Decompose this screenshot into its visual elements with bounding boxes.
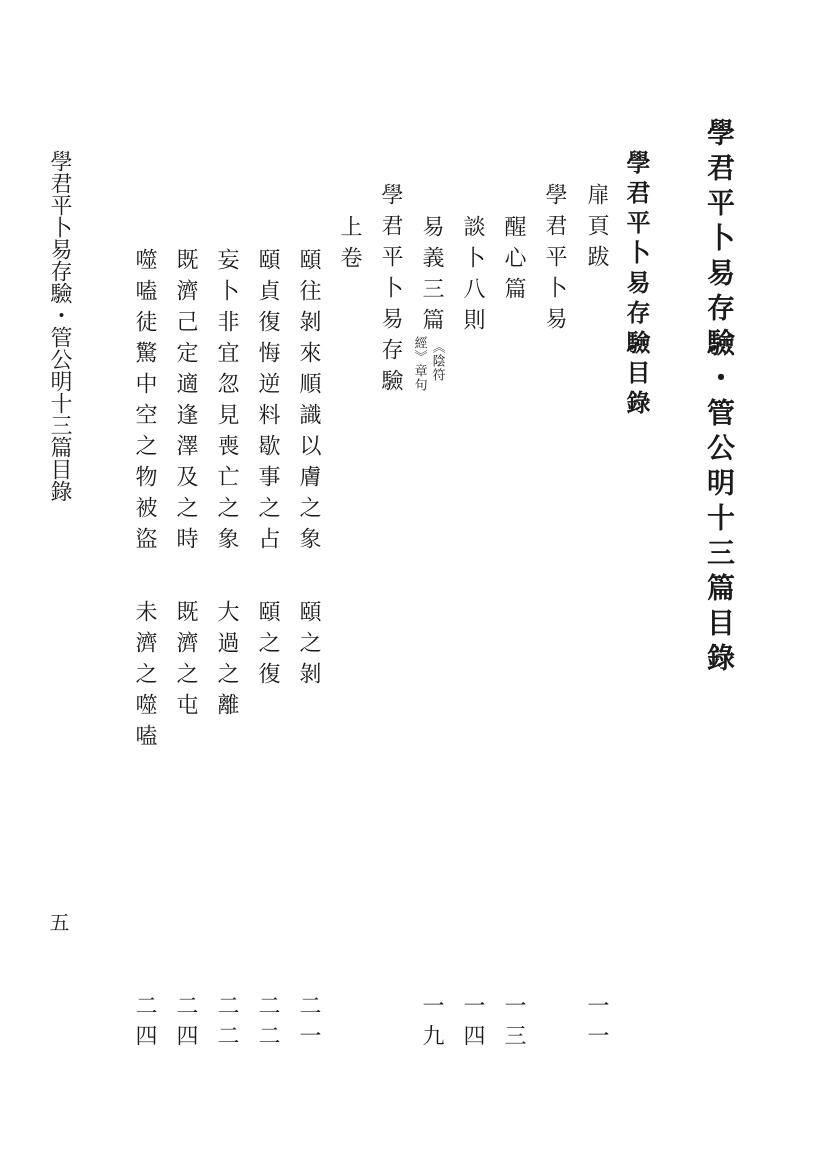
toc-page-number: 一一: [584, 994, 609, 1054]
toc-page-number: 二一: [296, 994, 321, 1054]
running-head: 學君平卜易存驗・管公明十三篇目錄: [47, 150, 72, 502]
toc-entry: 學君平卜易: [542, 183, 567, 338]
toc-item-desc: 既濟己定適逢澤及之時: [173, 248, 198, 558]
toc-page-number: 二四: [173, 994, 198, 1054]
toc-entry: 扉頁跋: [584, 183, 609, 276]
toc-item-desc: 妄卜非宜忽見喪亡之象: [214, 248, 239, 558]
page-folio: 五: [46, 912, 70, 932]
toc-entry: 學君平卜易存驗: [378, 183, 403, 400]
toc-page-number: 一三: [501, 994, 526, 1054]
toc-item-gua: 既濟之屯: [173, 600, 198, 724]
page-title: 學君平卜易存驗・管公明十三篇目錄: [703, 118, 736, 678]
toc-page-number: 二二: [214, 994, 239, 1054]
toc-entry: 談卜八則: [460, 215, 485, 339]
toc-page-number: 一九: [419, 994, 444, 1054]
toc-entry-note: 《陰符: [429, 340, 445, 382]
toc-item-gua: 頤之復: [255, 600, 280, 693]
toc-item-desc: 頤往剝來順識以膚之象: [296, 248, 321, 558]
toc-entry: 易義三篇: [419, 215, 444, 339]
toc-entry: 上卷: [337, 215, 362, 277]
toc-page-number: 二四: [132, 994, 157, 1054]
toc-item-gua: 未濟之噬嗑: [132, 600, 157, 755]
toc-item-desc: 噬嗑徒驚中空之物被盜: [132, 248, 157, 558]
toc-item-desc: 頤貞復悔逆料歇事之占: [255, 248, 280, 558]
toc-page-number: 二二: [255, 994, 280, 1054]
toc-heading: 學君平卜易存驗目錄: [622, 150, 651, 420]
toc-entry: 醒心篇: [501, 215, 526, 308]
toc-item-gua: 大過之離: [214, 600, 239, 724]
toc-item-gua: 頤之剝: [296, 600, 321, 693]
toc-entry-note: 經》章句: [411, 336, 427, 392]
toc-page-number: 一四: [460, 994, 485, 1054]
